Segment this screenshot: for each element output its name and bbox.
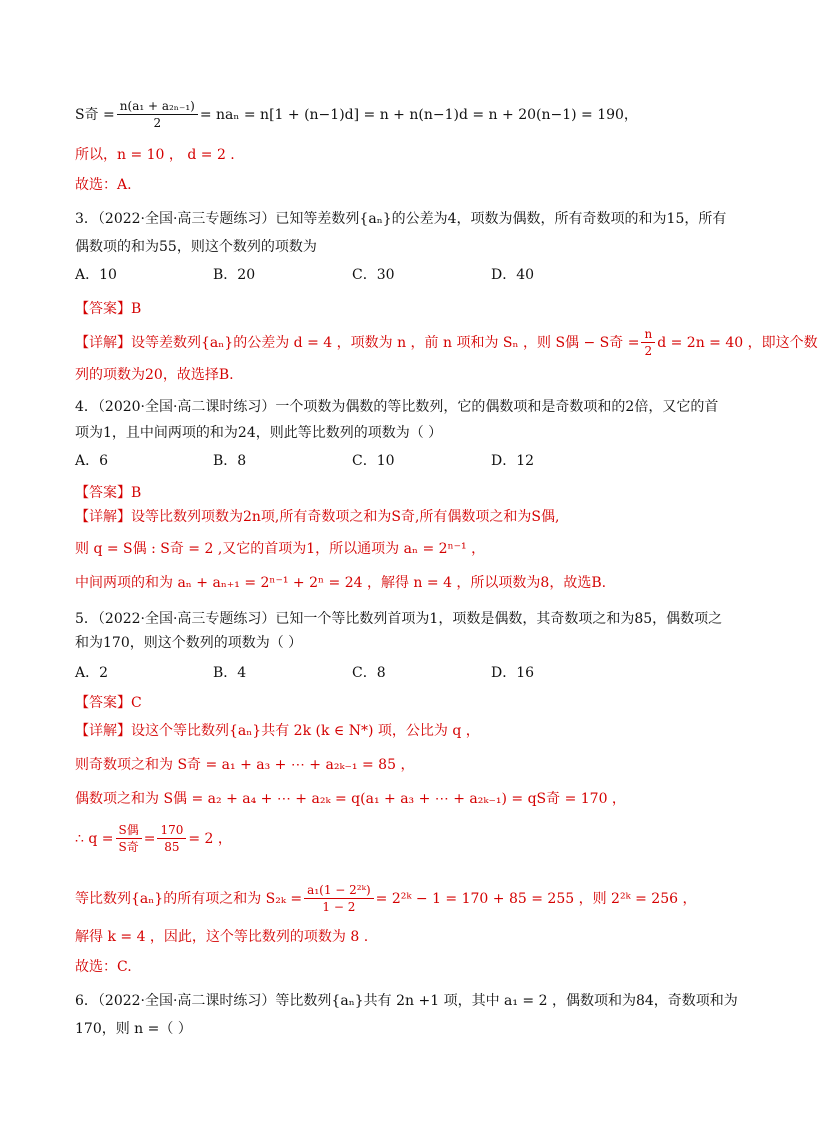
q5-detail4-left: ∴ q = [75,830,114,847]
q3-detail-line1 [75,326,818,359]
q4-option-c: C．10 [352,453,395,469]
q5-detail5-fraction [304,882,373,915]
q3-detail-right: d = 2n = 40 ，即这个数 [657,334,818,351]
q3-line1: 3．（2022·全国·高三专题练习）已知等差数列{aₙ}的公差为4，项数为偶数，所有奇数项的和为15，所有 [75,211,727,227]
q3-option-b: B．20 [213,267,256,283]
q5-option-a: A．2 [75,665,109,681]
q4-detail-line2: 则 q = S偶 : S奇 = 2 ,又它的首项为1，所以通项为 aₙ = 2ⁿ⁻¹ ， [75,541,486,557]
q5-detail-line2: 则奇数项之和为 S奇 = a₁ + a₃ + ⋯ + a₂ₖ₋₁ = 85 ， [75,757,415,773]
q4-option-d: D．12 [491,453,535,469]
q4-line1: 4．（2020·全国·高二课时练习）一个项数为偶数的等比数列，它的偶数项和是奇数项和的2倍，又它的首 [75,399,719,415]
q5-option-b: B．4 [213,665,247,681]
formula-line [75,98,638,131]
q5-detail4-denominator2: 85 [164,840,180,854]
q5-detail4-fraction1 [116,822,142,855]
formula-denominator: 2 [153,116,162,130]
q4-detail-line3: 中间两项的和为 aₙ + aₙ₊₁ = 2ⁿ⁻¹ + 2ⁿ = 24 ，解得 n = 4 ，所以项数为8，故选B. [75,575,607,591]
q5-detail-line6: 解得 k = 4 ，因此，这个等比数列的项数为 8 . [75,929,369,945]
q5-option-d: D．16 [491,665,535,681]
q5-detail4-right: = 2 ， [188,830,232,847]
q5-detail5-numerator: a₁(1 − 2²ᵏ) [304,882,373,899]
q3-detail-fraction [641,326,655,359]
q3-answer: 【答案】B [75,301,142,317]
q5-answer: 【答案】C [75,695,142,711]
q5-detail-line4 [75,822,232,855]
q3-line2: 偶数项的和为55，则这个数列的项数为 [75,239,317,255]
q4-option-a: A．6 [75,453,109,469]
q5-line1: 5．（2022·全国·高三专题练习）已知一个等比数列首项为1，项数是偶数，其奇数项之和为85，偶数项之 [75,611,723,627]
q3-option-d: D．40 [491,267,535,283]
q5-detail4-numerator2: 170 [157,822,186,839]
formula-fraction [117,98,198,131]
formula-right: = naₙ = n[1 + (n−1)d] = n + n(n−1)d = n + 20(n−1) = 190， [199,106,638,123]
q3-option-c: C．30 [352,267,395,283]
q5-detail4-mid: = [143,830,156,847]
q6-line1: 6．（2022·全国·高二课时练习）等比数列{aₙ}共有 2n +1 项，其中 a₁ = 2 ，偶数项和为84，奇数项和为 [75,993,738,1009]
q3-detail-denominator: 2 [644,344,653,358]
q5-detail-line3: 偶数项之和为 S偶 = a₂ + a₄ + ⋯ + a₂ₖ = q(a₁ + a₃ + ⋯ + a₂ₖ₋₁) = qS奇 = 170 ， [75,791,626,807]
q5-detail4-denominator1: S奇 [118,840,139,854]
q4-answer: 【答案】B [75,485,142,501]
q4-detail-line1: 【详解】设等比数列项数为2n项,所有奇数项之和为S奇,所有偶数项之和为S偶, [75,509,560,525]
q3-detail-left: 【详解】设等差数列{aₙ}的公差为 d = 4 ，项数为 n ，前 n 项和为 Sₙ ，则 S偶 − S奇 = [75,334,640,351]
q3-detail-line2: 列的项数为20，故选择B. [75,367,234,383]
result-line: 所以，n = 10 ， d = 2 . [75,147,235,163]
q5-detail4-numerator1: S偶 [116,822,142,839]
q5-detail-line1: 【详解】设这个等比数列{aₙ}共有 2k (k ∈ N*) 项，公比为 q ， [75,723,480,739]
q5-line2: 和为170，则这个数列的项数为（ ） [75,635,303,651]
q5-detail5-left: 等比数列{aₙ}的所有项之和为 S₂ₖ = [75,890,303,907]
q5-choice: 故选：C. [75,959,132,975]
q5-detail4-fraction2 [157,822,186,855]
choice-line: 故选：A. [75,177,132,193]
q6-line2: 170，则 n =（ ） [75,1021,192,1037]
formula-numerator: n(a₁ + a₂ₙ₋₁) [117,98,198,115]
q4-option-b: B．8 [213,453,247,469]
q5-detail5-denominator: 1 − 2 [322,900,356,914]
q5-detail-line5 [75,882,696,915]
q3-detail-numerator: n [641,326,655,343]
q5-detail5-right: = 2²ᵏ − 1 = 170 + 85 = 255 ，则 2²ᵏ = 256 ， [375,890,697,907]
q4-line2: 项为1，且中间两项的和为24，则此等比数列的项数为（ ） [75,425,443,441]
q5-option-c: C．8 [352,665,386,681]
q3-option-a: A．10 [75,267,117,283]
formula-left: S奇 = [75,106,115,123]
